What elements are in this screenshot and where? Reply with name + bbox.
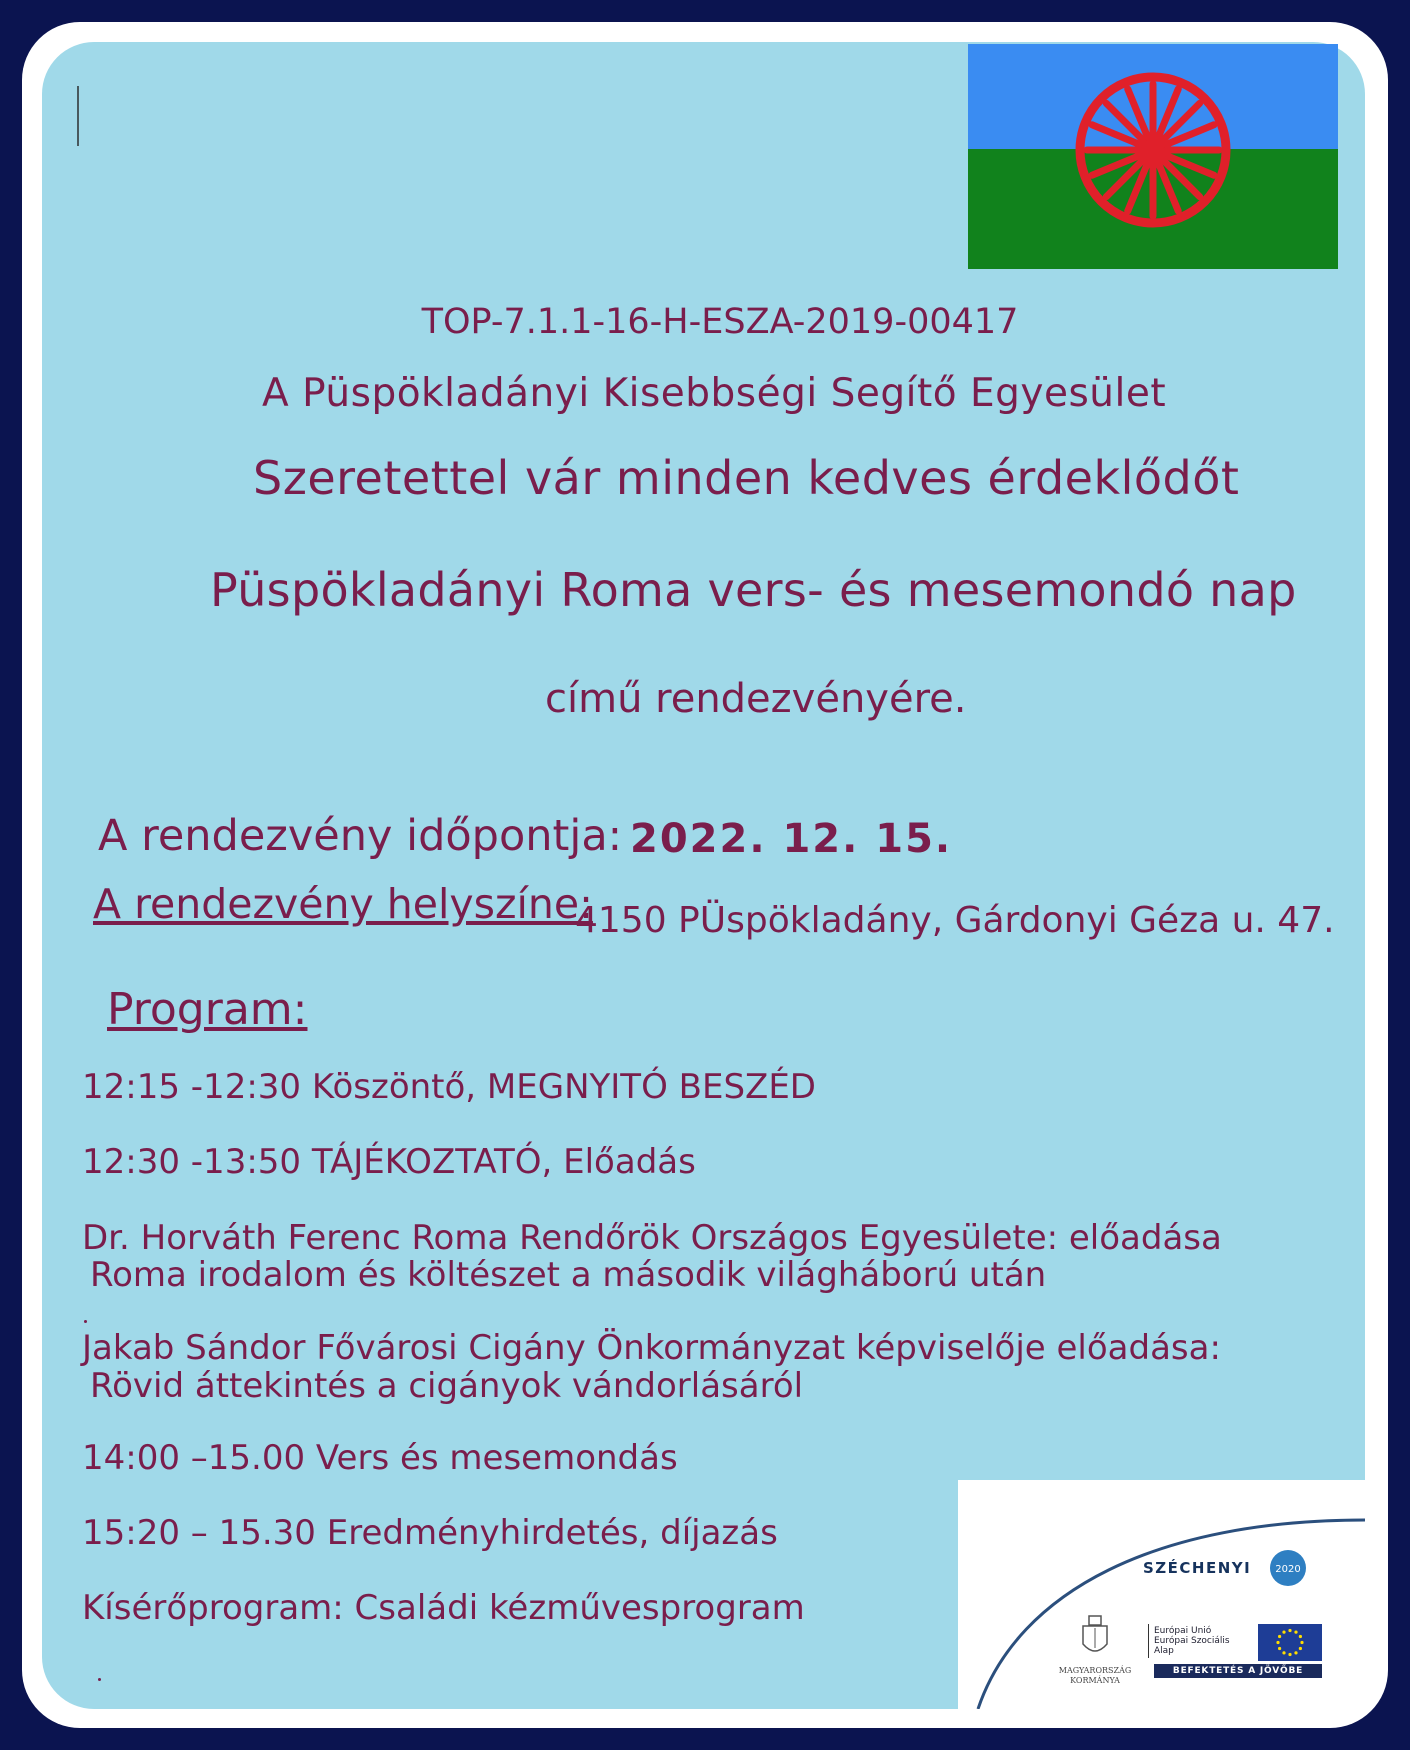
edge-mark <box>77 86 79 146</box>
program-item: 12:15 -12:30 Köszöntő, MEGNYITÓ BESZÉD <box>82 1067 816 1107</box>
date-label: A rendezvény időpontja: <box>98 811 623 861</box>
program-item: Jakab Sándor Fővárosi Cigány Önkormányzat képviselője előadása: <box>82 1328 1221 1368</box>
program-item: Kísérőprogram: Családi kézművesprogram <box>82 1588 805 1628</box>
program-item: 12:30 -13:50 TÁJÉKOZTATÓ, Előadás <box>82 1142 696 1182</box>
program-item-detail: Rövid áttekintés a cigányok vándorlásáról <box>90 1366 804 1406</box>
date-value: 2022. 12. 15. <box>630 816 953 862</box>
project-code: TOP-7.1.1-16-H-ESZA-2019-00417 <box>421 302 1019 342</box>
program-heading: Program: <box>107 984 308 1035</box>
event-subtitle: című rendezvényére. <box>545 676 967 722</box>
organizer-name: A Püspökladányi Kisebbségi Segítő Egyesület <box>262 371 1167 416</box>
program-item: 14:00 –15.00 Vers és mesemondás <box>82 1438 678 1478</box>
eu-line: Európai Unió <box>1154 1626 1212 1636</box>
eu-star <box>1282 1631 1285 1634</box>
eu-line: Alap <box>1154 1646 1174 1656</box>
program-item: 15:20 – 15.30 Eredményhirdetés, díjazás <box>82 1513 778 1553</box>
chakra-wheel-icon <box>1080 77 1226 223</box>
eu-divider <box>1148 1624 1149 1658</box>
government-line: MAGYARORSZÁG <box>1058 1666 1132 1675</box>
hungarian-coat-of-arms-icon <box>1080 1612 1110 1660</box>
invitation-text: Szeretettel vár minden kedves érdeklődőt <box>253 451 1240 505</box>
eu-star <box>1276 1641 1279 1644</box>
stray-dot <box>98 1678 101 1681</box>
eu-star <box>1288 1629 1291 1632</box>
location-label: A rendezvény helyszíne: <box>93 880 593 928</box>
eu-star <box>1278 1647 1281 1650</box>
stray-dot <box>84 1320 87 1323</box>
szechenyi-logo-text: SZÉCHENYI <box>1143 1559 1252 1577</box>
eu-star <box>1294 1651 1297 1654</box>
program-item-detail: Roma irodalom és költészet a második világháború után <box>90 1255 1047 1295</box>
event-title: Püspökladányi Roma vers- és mesemondó nap <box>210 563 1297 617</box>
location-value: 4150 PÜspökladány, Gárdonyi Géza u. 47. <box>575 900 1335 941</box>
eu-star <box>1288 1653 1291 1656</box>
eu-star <box>1278 1635 1281 1638</box>
eu-star <box>1282 1651 1285 1654</box>
invest-banner: BEFEKTETÉS A JÖVŐBE <box>1154 1664 1322 1678</box>
government-line: KORMÁNYA <box>1070 1676 1120 1685</box>
government-caption <box>1050 1666 1140 1686</box>
eu-flag-icon <box>1258 1624 1322 1661</box>
eu-star <box>1294 1631 1297 1634</box>
eu-star <box>1299 1635 1302 1638</box>
szechenyi-2020-icon <box>1268 1548 1308 1588</box>
eu-caption <box>1154 1626 1230 1656</box>
szechenyi-year: 2020 <box>1275 1564 1301 1575</box>
eu-star <box>1299 1647 1302 1650</box>
roma-flag <box>968 44 1338 269</box>
program-item: Dr. Horváth Ferenc Roma Rendőrök Országos Egyesülete: előadása <box>82 1218 1222 1258</box>
eu-star <box>1300 1641 1303 1644</box>
funding-logos <box>958 1480 1365 1709</box>
eu-line: Európai Szociális <box>1154 1636 1230 1646</box>
